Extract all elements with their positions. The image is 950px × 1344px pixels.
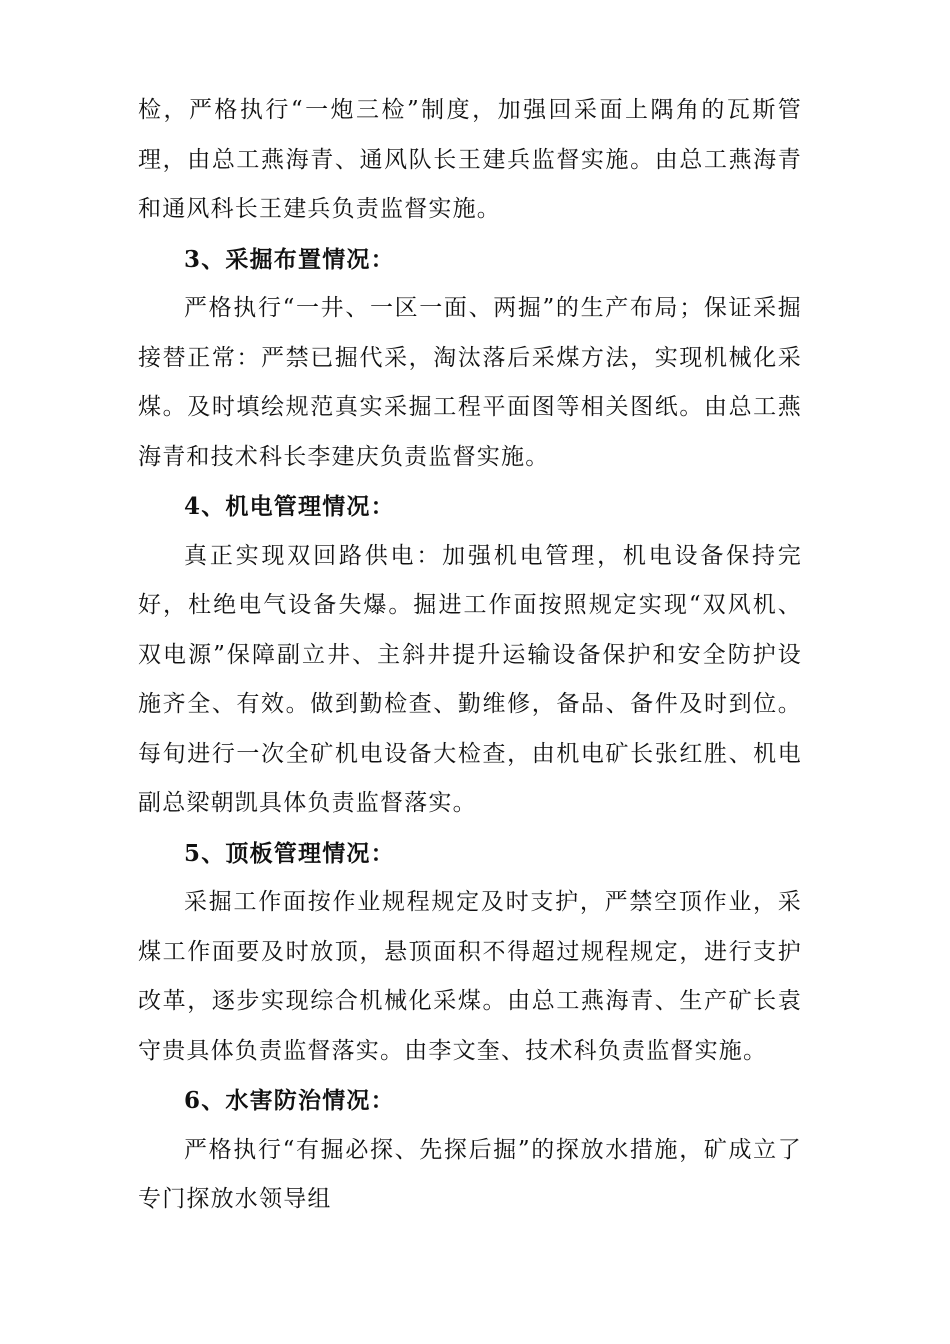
paragraph-gas-management: 检，严格执行“一炮三检”制度，加强回采面上隅角的瓦斯管理，由总工燕海青、通风队长王建兵监督实施。由总工燕海青和通风科长王建兵负责监督实施。 bbox=[138, 97, 802, 222]
section-heading-water-hazard: 6、水害防治情况： bbox=[184, 1087, 395, 1114]
paragraph-electromechanical: 真正实现双回路供电：加强机电管理，机电设备保持完好，杜绝电气设备失爆。掘进工作面按照规定实现“双风机、双电源”保障副立井、主斜井提升运输设备保护和安全防护设施齐全、有效。做到勤检查、勤维修，备品、备件及时到位。每旬进行一次全矿机电设备大检查，由机电矿长张红胜、机电副总梁朝凯具体负责监督落实。 bbox=[138, 542, 802, 816]
section-heading-roof-management: 5、顶板管理情况： bbox=[184, 839, 395, 867]
paragraph-water-hazard: 严格执行“有掘必探、先探后掘”的探放水措施，矿成立了专门探放水领导组 bbox=[138, 1136, 802, 1212]
section-heading-electromechanical: 4、机电管理情况： bbox=[184, 493, 395, 520]
section-heading-mining-layout: 3、采掘布置情况： bbox=[184, 245, 395, 273]
paragraph-roof-management: 采掘工作面按作业规程规定及时支护，严禁空顶作业，采煤工作面要及时放顶，悬顶面积不得超过规程规定，进行支护改革，逐步实现综合机械化采煤。由总工燕海青、生产矿长袁守贵具体负责监督落实。由李文奎、技术科负责监督实施。 bbox=[138, 889, 802, 1064]
paragraph-mining-layout: 严格执行“一井、一区一面、两掘”的生产布局；保证采掘接替正常：严禁已掘代采，淘汰落后采煤方法，实现机械化采煤。及时填绘规范真实采掘工程平面图等相关图纸。由总工燕海青和技术科长李建庆负责监督实施。 bbox=[138, 295, 802, 470]
document-page bbox=[138, 86, 802, 1225]
